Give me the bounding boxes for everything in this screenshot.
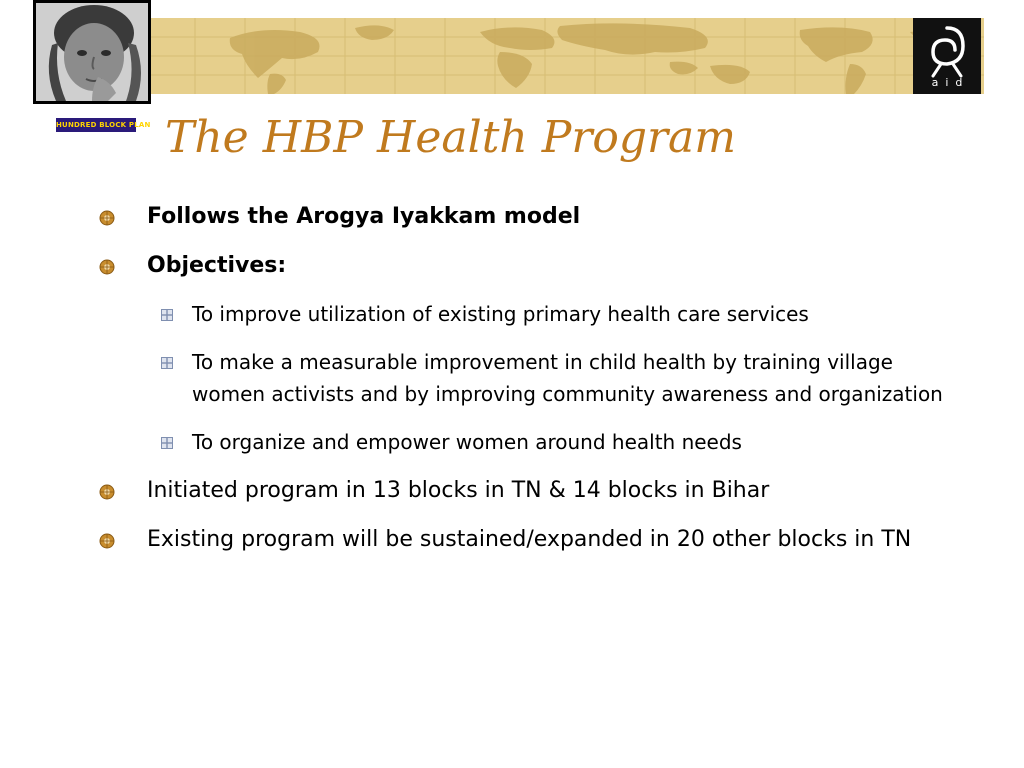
bullet-text: Existing program will be sustained/expanded in 20 other blocks in TN: [147, 527, 912, 552]
square-bullet-icon: [161, 309, 173, 321]
bullet-text: Objectives:: [147, 253, 287, 278]
bullet-text: Follows the Arogya Iyakkam model: [147, 204, 581, 229]
sub-bullet-text: To improve utilization of existing primary health care services: [192, 302, 809, 326]
bullet-text: Initiated program in 13 blocks in TN & 14 blocks in Bihar: [147, 478, 770, 503]
world-map-graphic: [150, 18, 984, 94]
bullet-item-arogya-model: [0, 200, 947, 234]
round-bullet-icon: [99, 533, 115, 549]
bullet-item-initiated-program: [0, 474, 947, 508]
slide-title: The HBP Health Program: [165, 112, 737, 163]
bullet-item-existing-program: [0, 523, 947, 557]
sub-bullet-item-utilization: [0, 298, 944, 330]
bullet-list: [0, 200, 1024, 572]
sub-bullet-text: To organize and empower women around health needs: [192, 430, 742, 454]
world-map-banner: [150, 18, 984, 94]
square-bullet-icon: [161, 357, 173, 369]
round-bullet-icon: [99, 259, 115, 275]
round-bullet-icon: [99, 484, 115, 500]
bullet-item-objectives: [0, 249, 947, 283]
aid-logo-text: aid: [931, 76, 970, 89]
sub-bullet-text: To make a measurable improvement in child health by training village women activists and by improving community awareness and organization: [192, 350, 943, 406]
hundred-block-plan-logo: HUNDRED BLOCK PLAN: [56, 118, 136, 132]
aid-logo-icon: [913, 18, 981, 94]
child-portrait-photo: [36, 3, 148, 101]
sub-bullet-item-child-health: [0, 346, 944, 410]
square-bullet-icon: [161, 437, 173, 449]
round-bullet-icon: [99, 210, 115, 226]
sub-bullet-item-empower-women: [0, 426, 944, 458]
child-photo-frame: [33, 0, 151, 104]
